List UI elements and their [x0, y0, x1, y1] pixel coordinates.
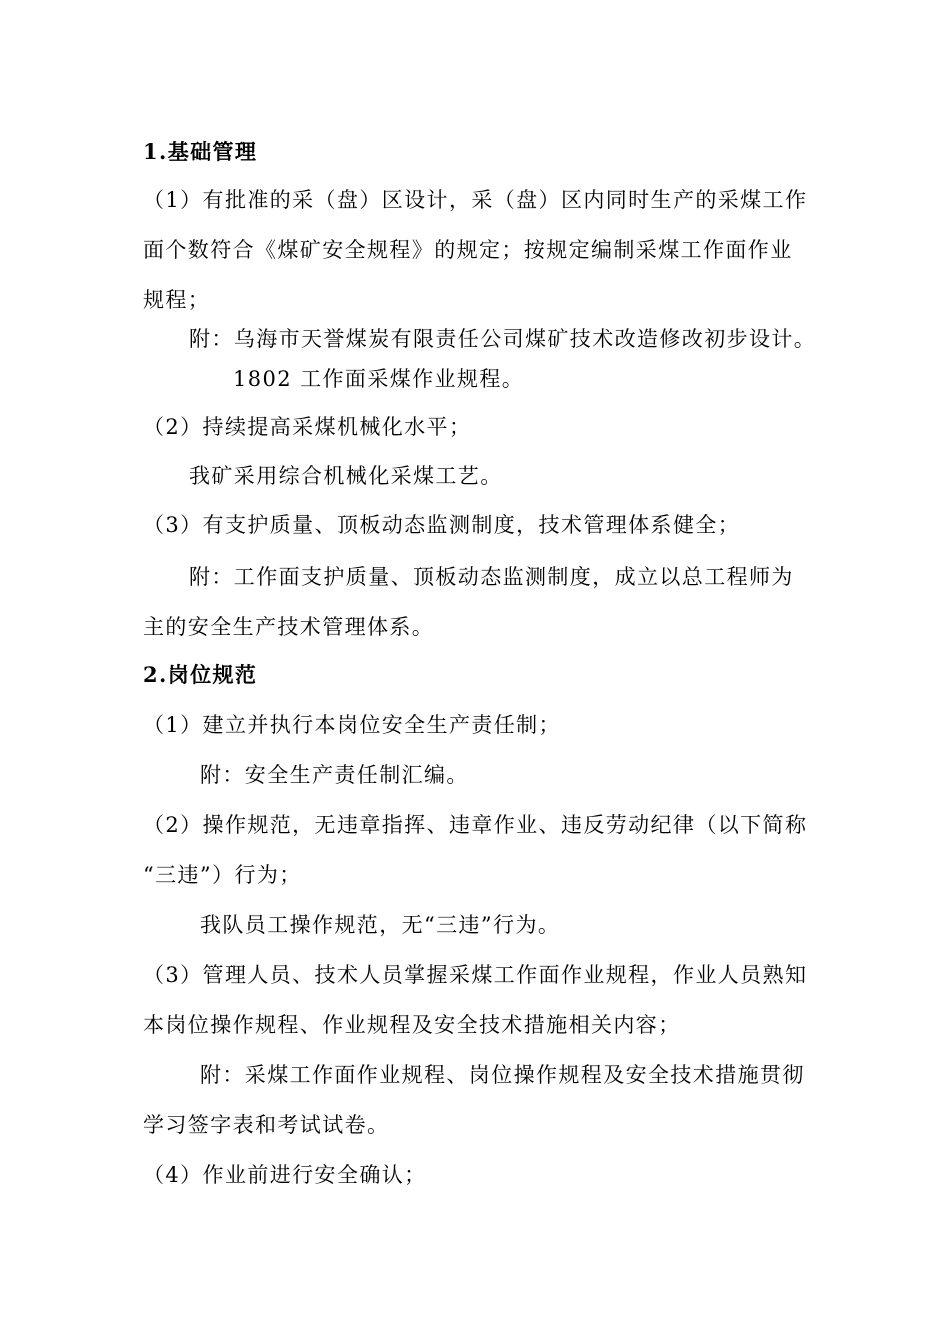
paragraph-line: （2）操作规范，无违章指挥、违章作业、违反劳动纪律（以下简称 [143, 813, 808, 837]
paragraph-line: 面个数符合《煤矿安全规程》的规定；按规定编制采煤工作面作业 [143, 238, 793, 262]
paragraph-line: （1）建立并执行本岗位安全生产责任制； [143, 713, 561, 737]
paragraph-line: （1）有批准的采（盘）区设计，采（盘）区内同时生产的采煤工作 [143, 188, 808, 212]
paragraph-line: （2）持续提高采煤机械化水平； [143, 415, 472, 439]
paragraph-line: 我矿采用综合机械化采煤工艺。 [189, 464, 503, 488]
section-heading: 2.岗位规范 [143, 662, 258, 687]
paragraph-line: 我队员工操作规范，无“三违”行为。 [200, 913, 561, 937]
attachment-line: 1802 工作面采煤作业规程。 [233, 367, 525, 391]
attachment-line: 附：安全生产责任制汇编。 [200, 763, 469, 787]
section-heading: 1.基础管理 [143, 139, 258, 164]
paragraph-line: （4）作业前进行安全确认； [143, 1163, 427, 1187]
attachment-line: 附：乌海市天誉煤炭有限责任公司煤矿技术改造修改初步设计。 [189, 327, 817, 351]
paragraph-line: “三违”）行为； [143, 863, 302, 887]
attachment-line: 附：采煤工作面作业规程、岗位操作规程及安全技术措施贯彻 [200, 1063, 805, 1087]
paragraph-line: 规程； [143, 288, 211, 312]
attachment-line: 附：工作面支护质量、顶板动态监测制度，成立以总工程师为 [189, 565, 794, 589]
paragraph-line: 主的安全生产技术管理体系。 [143, 615, 435, 639]
paragraph-line: 本岗位操作规程、作业规程及安全技术措施相关内容； [143, 1013, 681, 1037]
paragraph-line: （3）有支护质量、顶板动态监测制度，技术管理体系健全； [143, 513, 741, 537]
attachment-line: 学习签字表和考试试卷。 [143, 1113, 390, 1137]
paragraph-line: （3）管理人员、技术人员掌握采煤工作面作业规程，作业人员熟知 [143, 963, 808, 987]
